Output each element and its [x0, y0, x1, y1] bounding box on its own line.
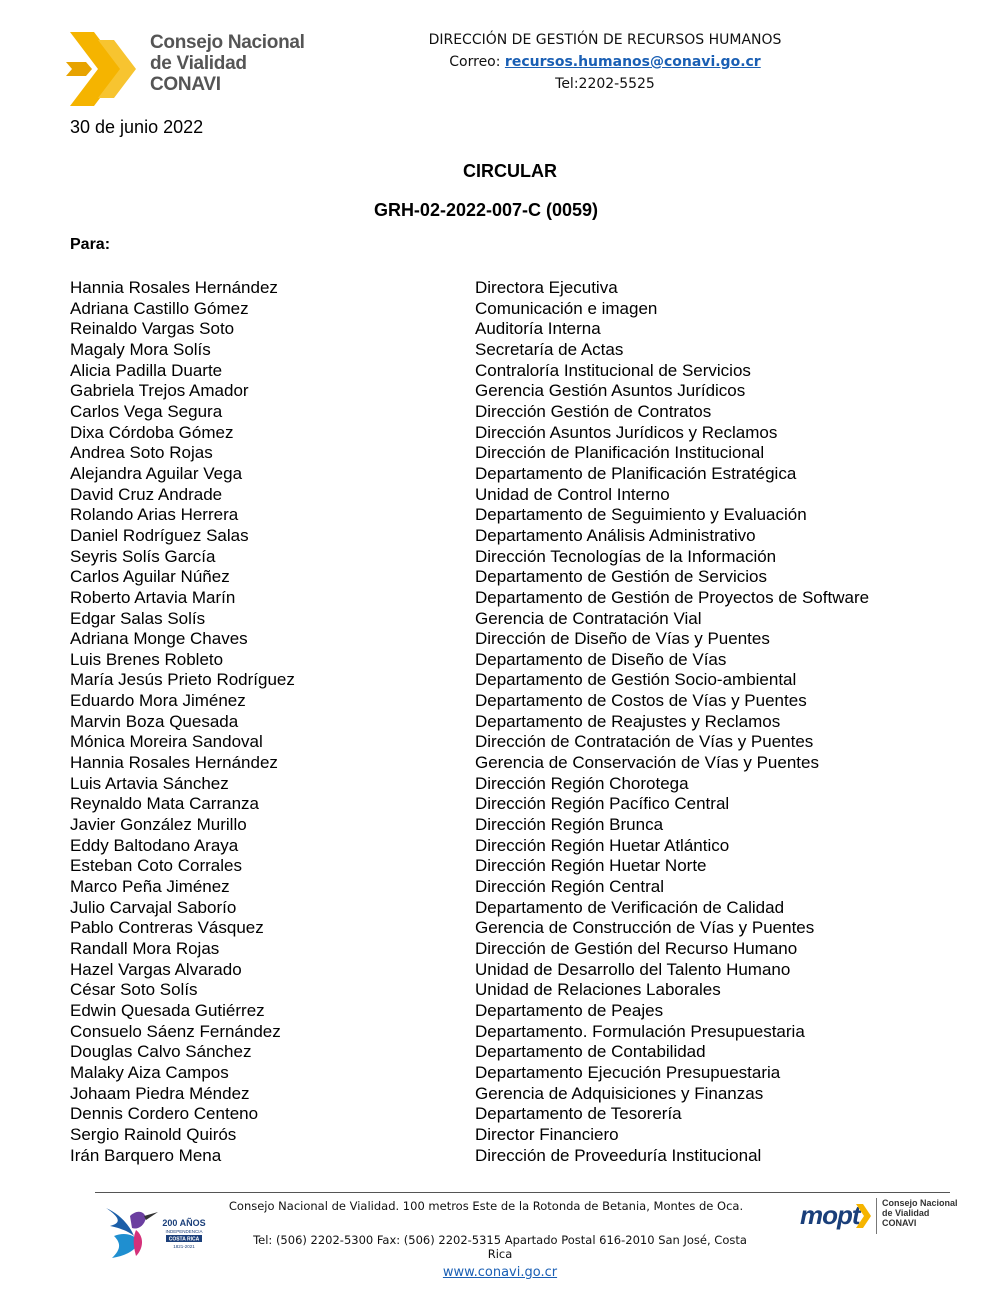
recipient-department: Gerencia de Adquisiciones y Finanzas	[475, 1083, 764, 1103]
mopt-wordmark: mopt	[800, 1200, 860, 1230]
recipient-name: Marco Peña Jiménez	[70, 877, 230, 897]
recipient-department: Departamento de Diseño de Vías	[475, 649, 727, 669]
recipient-department: Departamento Ejecución Presupuestaria	[475, 1062, 781, 1082]
recipient-name: Carlos Aguilar Núñez	[70, 567, 230, 587]
recipient-name: María Jesús Prieto Rodríguez	[70, 670, 295, 690]
recipient-name: Seyris Solís García	[70, 546, 216, 566]
recipient-department: Gerencia Gestión Asuntos Jurídicos	[475, 381, 746, 401]
recipient-department: Departamento de Gestión de Servicios	[475, 567, 767, 587]
logo-line-3: CONAVI	[150, 74, 221, 95]
bicentennial-line-3: COSTA RICA	[168, 1236, 200, 1243]
recipient-department: Departamento de Verificación de Calidad	[475, 897, 785, 917]
recipient-department: Dirección Región Pacífico Central	[475, 794, 730, 814]
recipient-department: Departamento de Gestión Socio-ambiental	[475, 670, 797, 690]
recipient-name: Dennis Cordero Centeno	[70, 1104, 259, 1124]
recipient-name: Pablo Contreras Vásquez	[70, 918, 264, 938]
bicentennial-line-2: INDEPENDENCIA	[165, 1229, 203, 1234]
conavi-chevron-icon	[64, 26, 148, 112]
recipient-department: Dirección Región Brunca	[475, 815, 664, 835]
mopt-line-3: CONAVI	[882, 1218, 917, 1228]
phone-line: Tel:2202-5525	[555, 76, 655, 92]
bicentennial-line-1: 200 AÑOS	[162, 1218, 206, 1228]
document-title: CIRCULAR	[463, 161, 557, 181]
recipient-department: Comunicación e imagen	[475, 298, 658, 318]
conavi-logo-text	[150, 32, 305, 95]
recipient-department: Departamento de Gestión de Proyectos de Software	[475, 587, 870, 607]
bicentennial-line-4: 1821-2021	[173, 1244, 195, 1249]
recipient-name: Edgar Salas Solís	[70, 608, 206, 628]
recipient-department: Gerencia de Conservación de Vías y Puentes	[475, 753, 819, 773]
recipient-name: Consuelo Sáenz Fernández	[70, 1021, 281, 1041]
recipient-department: Directora Ejecutiva	[475, 278, 618, 297]
mopt-separator	[876, 1198, 877, 1234]
recipient-name: Reinaldo Vargas Soto	[70, 319, 235, 339]
document-date: 30 de junio 2022	[70, 117, 204, 137]
recipient-department: Director Financiero	[475, 1124, 619, 1144]
recipient-department: Gerencia de Contratación Vial	[475, 608, 702, 628]
recipient-name: Gabriela Trejos Amador	[70, 381, 249, 401]
footer-website-line	[240, 1265, 760, 1280]
recipient-department: Departamento de Planificación Estratégica	[475, 463, 797, 483]
recipient-department: Dirección de Proveeduría Institucional	[475, 1145, 762, 1165]
recipient-name: Alejandra Aguilar Vega	[70, 463, 243, 483]
recipient-department: Dirección Gestión de Contratos	[475, 401, 712, 421]
recipient-name: Adriana Castillo Gómez	[70, 298, 249, 318]
recipient-name: Esteban Coto Corrales	[70, 856, 242, 876]
recipient-name: Reynaldo Mata Carranza	[70, 794, 259, 814]
recipient-name: Randall Mora Rojas	[70, 939, 220, 958]
email-line	[340, 51, 870, 73]
recipient-name: Alicia Padilla Duarte	[70, 360, 223, 380]
recipient-department: Dirección Región Chorotega	[475, 773, 689, 793]
recipient-name: Dixa Córdoba Gómez	[70, 422, 234, 442]
recipient-name: Mónica Moreira Sandoval	[70, 732, 263, 752]
recipient-name: Irán Barquero Mena	[70, 1145, 222, 1165]
recipient-department: Dirección Región Huetar Norte	[475, 856, 707, 876]
recipient-department: Dirección de Gestión del Recurso Humano	[475, 939, 798, 958]
footer-address: Consejo Nacional de Vialidad. 100 metros Este de la Rotonda de Betania, Montes de Oca.	[228, 1199, 744, 1213]
recipient-department: Departamento de Tesorería	[475, 1104, 682, 1124]
recipient-department: Dirección Región Central	[475, 877, 664, 897]
recipient-department: Unidad de Desarrollo del Talento Humano	[475, 959, 791, 979]
recipient-name: Luis Brenes Robleto	[70, 649, 224, 669]
recipients-label: Para:	[70, 236, 111, 253]
recipient-department: Departamento de Reajustes y Reclamos	[475, 711, 781, 731]
recipient-department: Contraloría Institucional de Servicios	[475, 360, 751, 380]
mopt-chevron-icon	[856, 1204, 874, 1228]
recipient-department: Dirección de Contratación de Vías y Puentes	[475, 732, 814, 752]
conavi-logo	[64, 24, 304, 114]
document-reference: GRH-02-2022-007-C (0059)	[373, 200, 599, 220]
recipient-department: Dirección Tecnologías de la Información	[475, 546, 777, 566]
recipient-department: Dirección Asuntos Jurídicos y Reclamos	[475, 422, 778, 442]
recipient-name: Rolando Arias Herrera	[70, 505, 239, 525]
recipient-department: Departamento de Costos de Vías y Puentes	[475, 691, 807, 711]
email-link[interactable]: recursos.humanos@conavi.go.cr	[504, 54, 761, 70]
recipient-department: Unidad de Relaciones Laborales	[475, 980, 721, 1000]
recipient-department: Departamento de Peajes	[475, 1000, 664, 1020]
recipient-department: Departamento de Seguimiento y Evaluación	[475, 505, 807, 525]
logo-line-2: de Vialidad	[150, 53, 247, 74]
mopt-line-1: Consejo Nacional	[882, 1198, 958, 1208]
recipient-department: Gerencia de Construcción de Vías y Puentes	[475, 918, 815, 938]
recipient-name: Malaky Aiza Campos	[70, 1062, 229, 1082]
recipient-name: Marvin Boza Quesada	[70, 711, 239, 731]
recipient-name: Eduardo Mora Jiménez	[70, 691, 246, 711]
department-heading: DIRECCIÓN DE GESTIÓN DE RECURSOS HUMANOS	[428, 32, 782, 48]
recipient-name: Magaly Mora Solís	[70, 339, 211, 359]
recipient-name: Johaam Piedra Méndez	[70, 1083, 250, 1103]
bicentennial-bird-logo	[100, 1196, 210, 1262]
mopt-logo	[800, 1200, 960, 1234]
recipient-department: Departamento de Contabilidad	[475, 1042, 706, 1062]
recipient-department: Dirección de Diseño de Vías y Puentes	[475, 629, 770, 649]
recipient-name: David Cruz Andrade	[70, 484, 223, 504]
recipient-name: Hannia Rosales Hernández	[70, 753, 278, 773]
recipient-name: Edwin Quesada Gutiérrez	[70, 1000, 265, 1020]
footer-contact: Tel: (506) 2202-5300 Fax: (506) 2202-5315 Apartado Postal 616-2010 San José, Costa Rica	[253, 1233, 747, 1261]
recipient-department: Dirección de Planificación Institucional	[475, 443, 765, 463]
footer-divider	[95, 1192, 950, 1193]
recipient-department: Departamento Análisis Administrativo	[475, 525, 756, 545]
mopt-conavi-text	[882, 1198, 958, 1228]
recipient-department: Auditoría Interna	[475, 319, 601, 339]
recipient-name: Roberto Artavia Marín	[70, 587, 236, 607]
mopt-line-2: de Vialidad	[882, 1208, 930, 1218]
recipient-name: Hannia Rosales Hernández	[70, 278, 278, 297]
recipient-name: Andrea Soto Rojas	[70, 443, 213, 463]
recipient-name: Carlos Vega Segura	[70, 401, 223, 421]
recipient-name: Douglas Calvo Sánchez	[70, 1042, 252, 1062]
recipient-name: Julio Carvajal Saborío	[70, 897, 237, 917]
header-contact	[340, 29, 870, 95]
recipient-name: Eddy Baltodano Araya	[70, 835, 239, 855]
recipient-name: Javier González Murillo	[70, 815, 247, 835]
recipient-department: Dirección Región Huetar Atlántico	[475, 835, 730, 855]
logo-line-1: Consejo Nacional	[150, 32, 305, 53]
recipient-name: Adriana Monge Chaves	[70, 629, 248, 649]
website-link[interactable]: www.conavi.go.cr	[442, 1265, 558, 1280]
recipient-name: Hazel Vargas Alvarado	[70, 959, 242, 979]
recipient-name: Sergio Rainold Quirós	[70, 1124, 237, 1144]
recipient-name: Luis Artavia Sánchez	[70, 773, 229, 793]
recipient-name: Daniel Rodríguez Salas	[70, 525, 249, 545]
recipient-name: César Soto Solís	[70, 980, 198, 1000]
email-label: Correo:	[449, 54, 505, 70]
recipient-department: Departamento. Formulación Presupuestaria	[475, 1021, 805, 1041]
recipient-department: Secretaría de Actas	[475, 339, 624, 359]
recipient-department: Unidad de Control Interno	[475, 484, 670, 504]
